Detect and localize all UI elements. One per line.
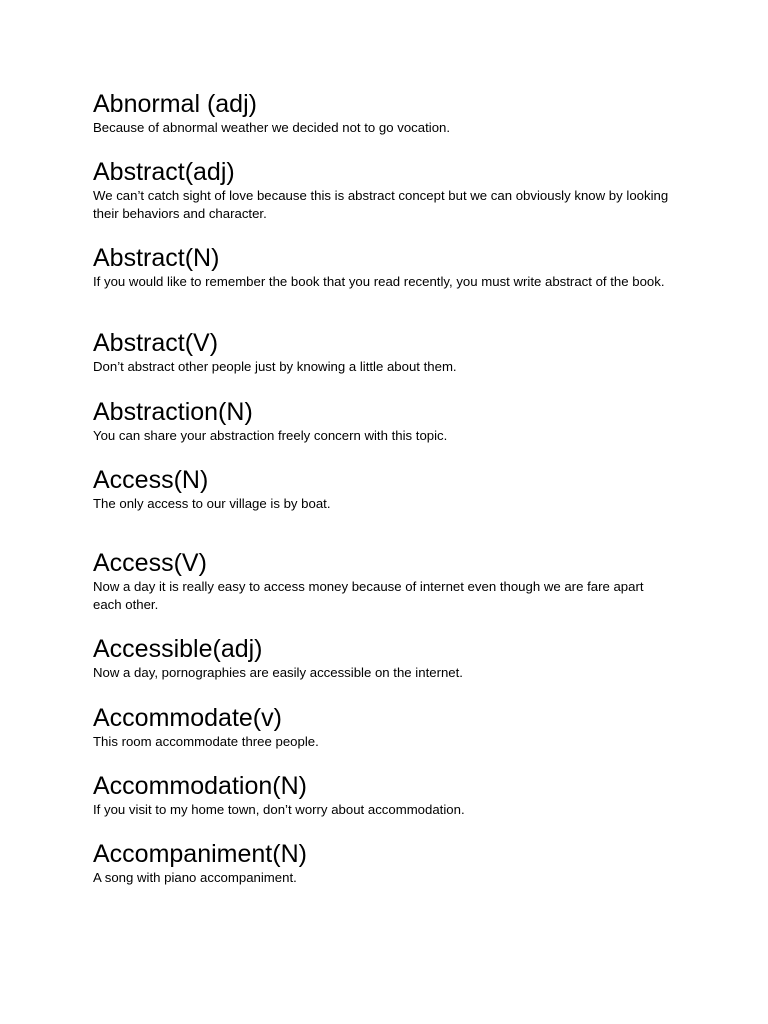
vocab-entry-abstract-v <box>93 328 673 376</box>
vocab-entry-accommodation-n <box>93 771 673 819</box>
vocab-example: A song with piano accompaniment. <box>93 870 297 885</box>
vocab-example: This room accommodate three people. <box>93 734 319 749</box>
vocab-term: Abstraction(N) <box>93 398 253 426</box>
vocab-example: Now a day it is really easy to access money because of internet even though we are fare apart each other. <box>93 579 644 612</box>
vocab-entry-abstraction-n <box>93 397 673 445</box>
vocab-entry-abstract-n <box>93 243 673 291</box>
vocab-term: Access(N) <box>93 466 209 494</box>
vocab-entry-accommodate-v <box>93 703 673 751</box>
vocab-term: Accompaniment(N) <box>93 840 307 868</box>
vocab-term: Accommodate(v) <box>93 704 282 732</box>
vocab-example: Now a day, pornographies are easily accessible on the internet. <box>93 665 463 680</box>
vocab-entry-access-n <box>93 465 673 513</box>
vocab-term: Abnormal (adj) <box>93 90 257 118</box>
vocab-example: We can’t catch sight of love because this is abstract concept but we can obviously know by looking their behaviors and character. <box>93 188 669 221</box>
vocab-example: The only access to our village is by boat. <box>93 496 331 511</box>
vocab-term: Abstract(N) <box>93 244 220 272</box>
vocab-entry-access-v <box>93 548 673 614</box>
vocab-entry-accompaniment-n <box>93 839 673 887</box>
vocab-entry-abstract-adj <box>93 157 673 223</box>
vocab-term: Abstract(adj) <box>93 158 235 186</box>
vocab-example: Don’t abstract other people just by knowing a little about them. <box>93 359 457 374</box>
vocab-term: Accommodation(N) <box>93 772 307 800</box>
vocab-term: Abstract(V) <box>93 329 219 357</box>
vocab-term: Accessible(adj) <box>93 635 263 663</box>
vocab-term: Access(V) <box>93 549 207 577</box>
vocab-entry-accessible-adj <box>93 634 673 682</box>
vocab-example: If you visit to my home town, don’t worry about accommodation. <box>93 802 465 817</box>
vocab-example: Because of abnormal weather we decided not to go vocation. <box>93 120 451 135</box>
vocab-example: You can share your abstraction freely concern with this topic. <box>93 428 448 443</box>
vocab-example: If you would like to remember the book that you read recently, you must write abstract of the book. <box>93 274 665 289</box>
vocab-entry-abnormal-adj <box>93 89 673 137</box>
